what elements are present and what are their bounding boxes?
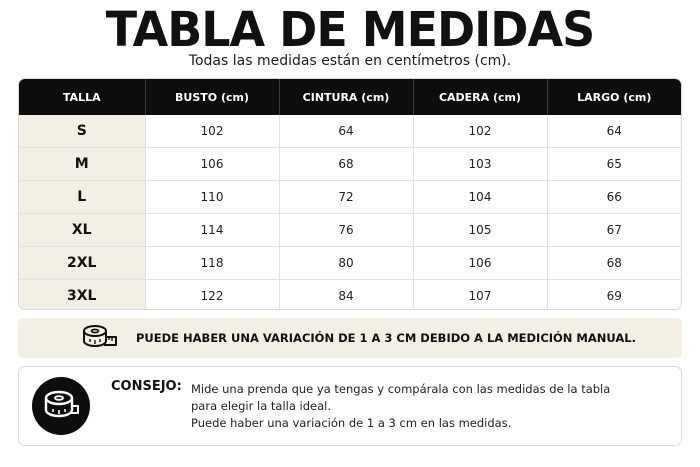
cintura-cell: 76 [279,214,413,247]
cadera-cell: 106 [413,247,547,280]
tip-label: CONSEJO: [111,379,182,394]
variation-notice [18,318,682,358]
busto-cell: 110 [145,181,279,214]
size-cell: S [19,115,145,148]
size-cell: 2XL [19,247,145,280]
largo-cell: 64 [547,115,681,148]
tip-line: Puede haber una variación de 1 a 3 cm en las medidas. [191,416,512,430]
cintura-cell: 80 [279,247,413,280]
measuring-tape-icon [82,323,118,353]
table-row [19,214,681,247]
column-header-cadera: CADERA (cm) [413,79,547,115]
cadera-cell: 105 [413,214,547,247]
largo-cell: 68 [547,247,681,280]
tip-badge [32,377,90,435]
size-cell: 3XL [19,280,145,311]
size-cell: L [19,181,145,214]
size-table [18,78,682,310]
table-row [19,280,681,311]
cadera-cell: 104 [413,181,547,214]
notice-text: PUEDE HABER UNA VARIACIÓN DE 1 A 3 CM DEBIDO A LA MEDICIÓN MANUAL. [136,331,636,345]
column-header-cintura: CINTURA (cm) [279,79,413,115]
cadera-cell: 102 [413,115,547,148]
size-table-grid [19,79,681,310]
largo-cell: 67 [547,214,681,247]
measuring-tape-icon [43,389,79,423]
cintura-cell: 68 [279,148,413,181]
page-subtitle: Todas las medidas están en centímetros (cm). [188,53,512,69]
table-row [19,247,681,280]
largo-cell: 69 [547,280,681,311]
cintura-cell: 84 [279,280,413,311]
tip-line: para elegir la talla ideal. [191,399,332,413]
tip-text [191,381,610,432]
column-header-largo: LARGO (cm) [547,79,681,115]
column-header-busto: BUSTO (cm) [145,79,279,115]
table-header-row [19,79,681,115]
page-title: TABLA DE MEDIDAS [105,0,595,58]
size-cell: M [19,148,145,181]
cadera-cell: 103 [413,148,547,181]
largo-cell: 66 [547,181,681,214]
tip-box [18,366,682,446]
busto-cell: 118 [145,247,279,280]
largo-cell: 65 [547,148,681,181]
cintura-cell: 64 [279,115,413,148]
tip-line: Mide una prenda que ya tengas y compárala con las medidas de la tabla [191,382,611,396]
busto-cell: 106 [145,148,279,181]
size-cell: XL [19,214,145,247]
cadera-cell: 107 [413,280,547,311]
column-header-talla: TALLA [19,79,145,115]
busto-cell: 122 [145,280,279,311]
table-row [19,181,681,214]
cintura-cell: 72 [279,181,413,214]
busto-cell: 102 [145,115,279,148]
table-row [19,148,681,181]
busto-cell: 114 [145,214,279,247]
table-row [19,115,681,148]
